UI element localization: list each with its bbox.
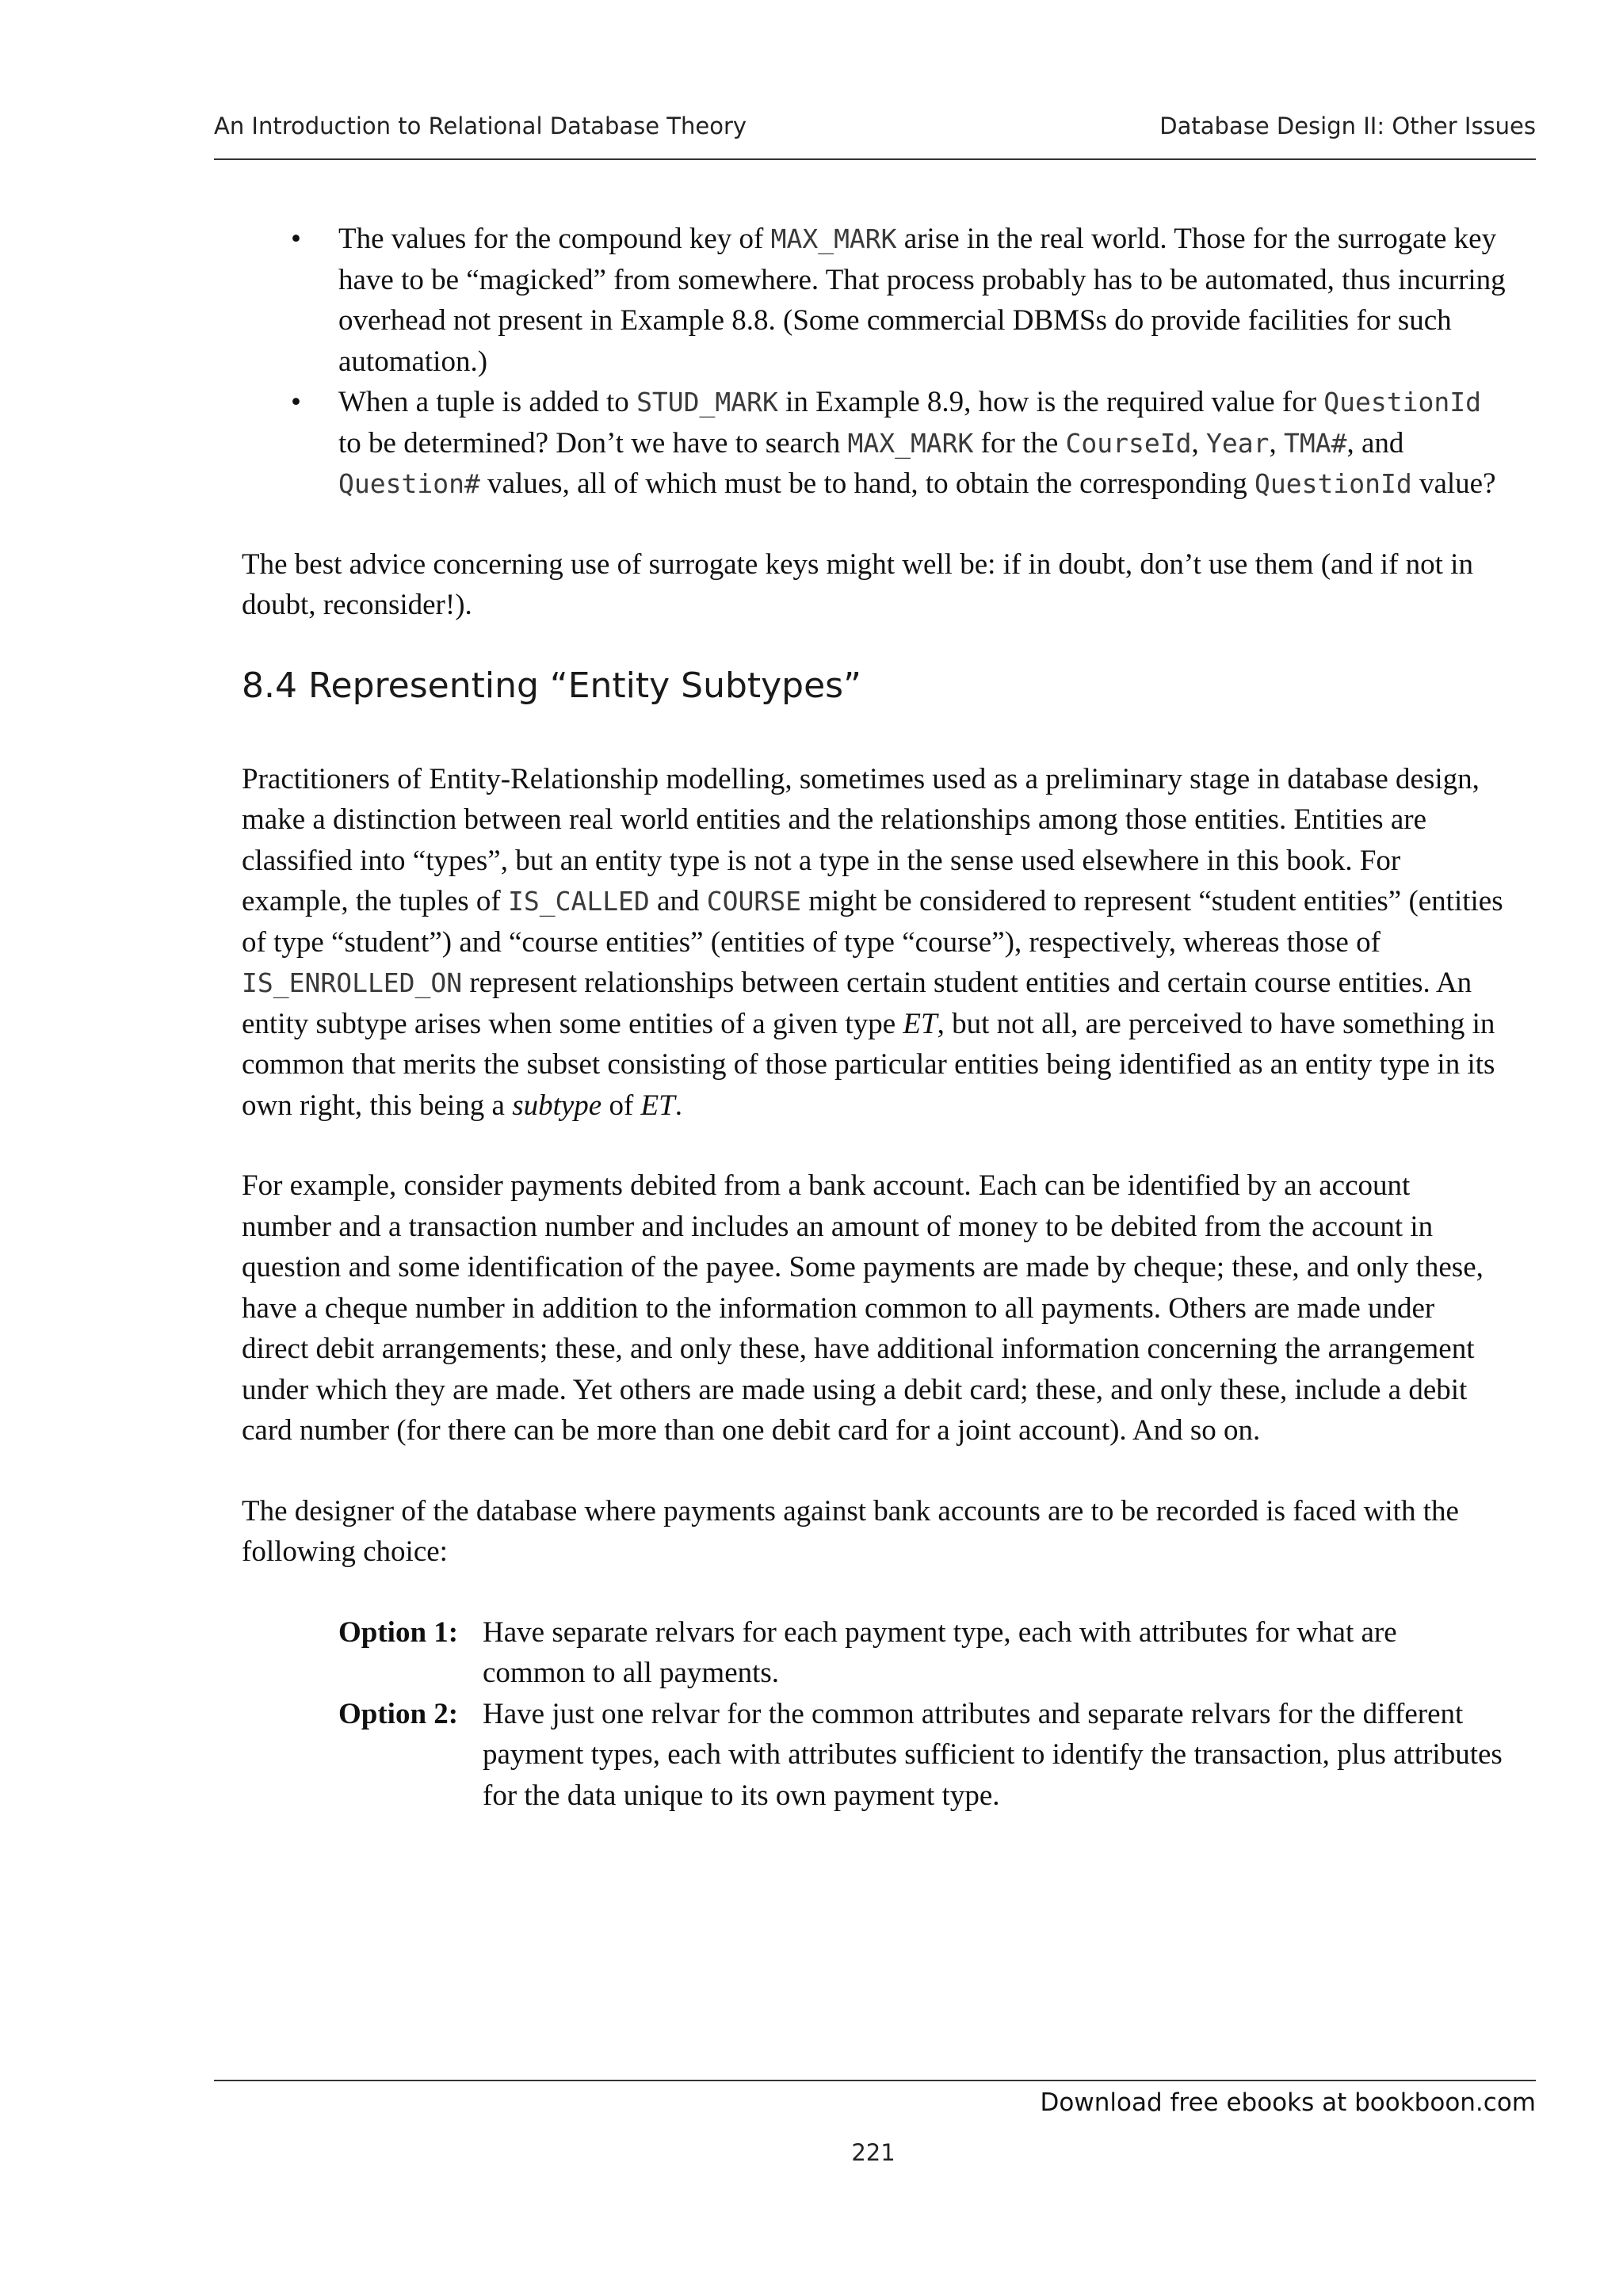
- code-term: STUD_MARK: [636, 387, 778, 418]
- code-term: Year: [1205, 427, 1270, 459]
- code-term: TMA#: [1283, 427, 1347, 459]
- option-text: Have separate relvars for each payment type, each with attributes for what are common to all payments.: [483, 1615, 1397, 1689]
- bullet-item-compound-key: • The values for the compound key of MAX_MARK arise in the real world. Those for the surrogate key have to be “magicked” from somewhere. That process probably has to be automated, thus incurring overhead not present in Example 8.8. (Some commercial DBMSs do provide facilities for such automation.): [242, 219, 1506, 382]
- code-term: Question#: [338, 468, 480, 499]
- bullet-dot-icon: •: [291, 386, 301, 418]
- option-label: Option 2:: [338, 1697, 459, 1730]
- code-term: IS_ENROLLED_ON: [242, 967, 463, 998]
- options-list: [338, 1612, 1506, 1817]
- italic-term: ET: [903, 1007, 938, 1040]
- page-number: 221: [851, 2139, 896, 2166]
- code-term: CourseId: [1065, 427, 1192, 459]
- code-term: IS_CALLED: [507, 886, 650, 917]
- entity-relationship-paragraph: Practitioners of Entity-Relationship modelling, sometimes used as a preliminary stage in database design, make a distinction between real world entities and the relationships among those entities. Entities are classified into “types”, but an entity type is not a type in the sense used elsewhere in this book. For example, the tuples of IS_CALLED and COURSE might be considered to represent “student entities” (entities of type “student”) and “course entities” (entities of type “course”), respectively, whereas those of IS_ENROLLED_ON represent relationships between certain student entities and certain course entities. An entity subtype arises when some entities of a given type ET, but not all, are perceived to have something in common that merits the subset consisting of those particular entities being identified as an entity type in its own right, this being a subtype of ET.: [242, 762, 1503, 1122]
- header-book-title: An Introduction to Relational Database Theory: [214, 113, 747, 139]
- option-label: Option 1:: [338, 1615, 459, 1649]
- payments-example-paragraph: For example, consider payments debited from a bank account. Each can be identified by an account number and a transaction number and includes an amount of money to be debited from the account in question and some identification of the payee. Some payments are made by cheque; these, and only these, have a cheque number in addition to the information common to all payments. Others are made under direct debit arrangements; these, and only these, have additional information concerning the arrangement under which they are made. Yet others are made using a debit card; these, and only these, include a debit card number (for there can be more than one debit card for a joint account). And so on.: [242, 1169, 1484, 1447]
- advice-paragraph: The best advice concerning use of surrogate keys might well be: if in doubt, don’t use them (and if not in doubt, reconsider!).: [242, 547, 1473, 621]
- italic-term: ET: [640, 1089, 675, 1122]
- footer-divider: [214, 2080, 1536, 2081]
- bullet-item-stud-mark: • When a tuple is added to STUD_MARK in Example 8.9, how is the required value for QuestionId to be determined? Don’t we have to search MAX_MARK for the CourseId, Year, TMA#, and Question# values, all of which must be to hand, to obtain the corresponding QuestionId value?: [242, 382, 1506, 505]
- bullet-list: [242, 219, 1506, 505]
- page-body: [242, 219, 1506, 1816]
- code-term: COURSE: [706, 886, 801, 917]
- code-term: MAX_MARK: [847, 427, 974, 459]
- option-text: Have just one relvar for the common attributes and separate relvars for the different payment types, each with attributes sufficient to identify the transaction, plus attributes for the data unique to its own payment type.: [483, 1697, 1503, 1812]
- header-chapter-title: Database Design II: Other Issues: [1159, 113, 1536, 139]
- option-item-2: [338, 1694, 1506, 1817]
- running-header: [214, 113, 1536, 160]
- section-heading: 8.4 Representing “Entity Subtypes”: [242, 665, 861, 706]
- code-term: QuestionId: [1323, 387, 1481, 418]
- code-term: QuestionId: [1254, 468, 1412, 499]
- designer-choice-paragraph: The designer of the database where payments against bank accounts are to be recorded is faced with the following choice:: [242, 1494, 1459, 1568]
- italic-term: subtype: [512, 1089, 602, 1122]
- bullet-dot-icon: •: [291, 223, 301, 255]
- option-item-1: [338, 1612, 1506, 1694]
- footer-download-link[interactable]: Download free ebooks at bookboon.com: [1040, 2088, 1536, 2117]
- code-term: MAX_MARK: [770, 223, 897, 254]
